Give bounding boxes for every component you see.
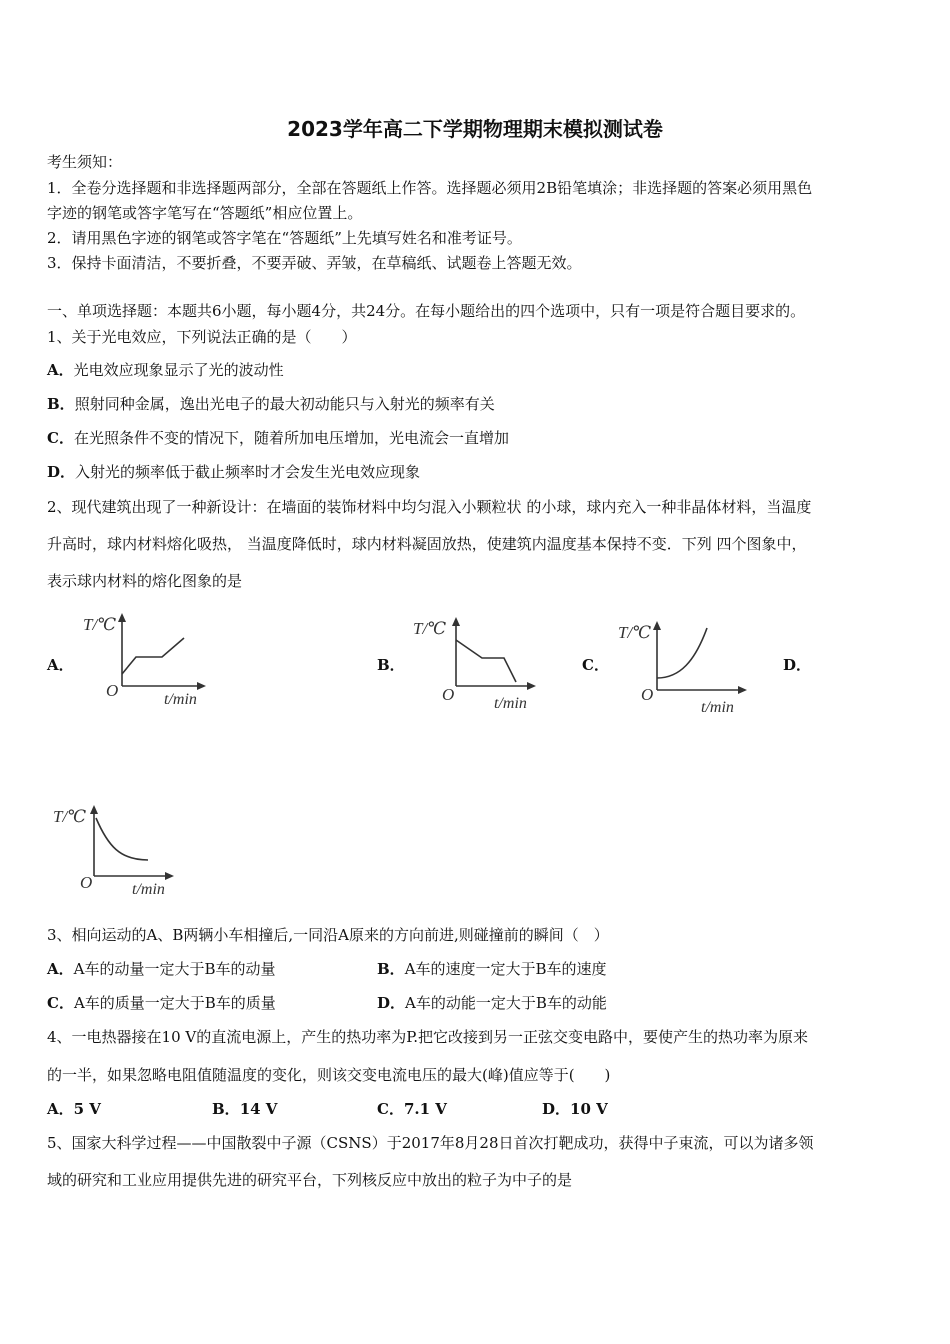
graph-b-curve [456, 640, 516, 682]
q3-option-d: D．A车的动能一定大于B车的动能 [377, 994, 607, 1012]
graph-d-y-arrow [90, 805, 98, 814]
graph-a-x-arrow [197, 682, 206, 690]
notice-heading: 考生须知： [47, 153, 123, 171]
question-2-line: 表示球内材料的熔化图象的是 [47, 572, 243, 590]
graph-b-y-arrow [452, 617, 460, 626]
q2-option-c-label: C． [582, 656, 609, 674]
graph-a-x-label: t/min [164, 691, 197, 708]
question-2-line: 升高时，球内材料熔化吸热， 当温度降低时，球内材料凝固放热，使建筑内温度基本保持不变．下列 四个图象中， [47, 535, 807, 553]
graph-c-y-arrow [653, 621, 661, 630]
q2-option-a-label: A． [47, 656, 74, 674]
graph-b-origin: O [442, 685, 455, 704]
graph-a-origin: O [106, 681, 119, 700]
q1-option-c: C．在光照条件不变的情况下，随着所加电压增加，光电流会一直增加 [47, 429, 509, 447]
question-1-stem: 1、关于光电效应，下列说法正确的是（ ） [47, 328, 357, 346]
graph-c-x-arrow [738, 686, 747, 694]
graph-d-x-label: t/min [132, 881, 165, 898]
graph-c-x-label: t/min [701, 699, 734, 716]
graph-b-x-label: t/min [494, 695, 527, 712]
graph-d-curve [96, 818, 148, 860]
graph-a-y-arrow [118, 613, 126, 622]
q3-option-a: A．A车的动量一定大于B车的动量 [47, 960, 276, 978]
graph-d [50, 798, 190, 903]
graph-d-x-arrow [165, 872, 174, 880]
q4-option-c: C．7.1 V [377, 1100, 447, 1118]
graph-a [80, 608, 220, 713]
graph-b-y-label: T/℃ [413, 619, 447, 638]
question-4-line: 4、一电热器接在10 V的直流电源上，产生的热功率为P.把它改接到另一正弦交变电路中，要使产生的热功率为原来 [47, 1028, 809, 1046]
q4-option-b: B．14 V [212, 1100, 278, 1118]
question-3-stem: 3、相向运动的A、B两辆小车相撞后,一同沿A原来的方向前进,则碰撞前的瞬间（ ） [47, 926, 609, 944]
question-5-line: 5、国家大科学过程——中国散裂中子源（CSNS）于2017年8月28日首次打靶成功，获得中子束流，可以为诸多领 [47, 1134, 814, 1152]
page-title: 2023学年高二下学期物理期末模拟测试卷 [287, 117, 663, 141]
notice-item: 1．全卷分选择题和非选择题两部分，全部在答题纸上作答。选择题必须用2B铅笔填涂；非选择题的答案必须用黑色 [47, 179, 813, 197]
graph-d-y-label: T/℃ [53, 807, 87, 826]
graph-c-y-label: T/℃ [618, 623, 652, 642]
graph-a-curve [122, 638, 184, 674]
graph-b [410, 612, 550, 717]
graph-c [615, 616, 755, 721]
q4-option-d: D．10 V [542, 1100, 608, 1118]
q1-option-d: D．入射光的频率低于截止频率时才会发生光电效应现象 [47, 463, 421, 481]
q2-option-d-label: D． [783, 656, 812, 674]
graph-c-curve [657, 628, 707, 678]
question-5-line: 域的研究和工业应用提供先进的研究平台，下列核反应中放出的粒子为中子的是 [47, 1171, 573, 1189]
notice-item: 2．请用黑色字迹的钢笔或答字笔在“答题纸”上先填写姓名和准考证号。 [47, 229, 522, 247]
q1-option-a: A．光电效应现象显示了光的波动性 [47, 361, 284, 379]
graph-b-x-arrow [527, 682, 536, 690]
notice-item: 字迹的钢笔或答字笔写在“答题纸”相应位置上。 [47, 204, 363, 222]
q3-option-c: C．A车的质量一定大于B车的质量 [47, 994, 276, 1012]
graph-d-origin: O [80, 873, 93, 892]
q3-option-b: B．A车的速度一定大于B车的速度 [377, 960, 607, 978]
q4-option-a: A．5 V [47, 1100, 101, 1118]
graph-a-y-label: T/℃ [83, 615, 117, 634]
q2-option-b-label: B． [377, 656, 405, 674]
q1-option-b: B．照射同种金属，逸出光电子的最大初动能只与入射光的频率有关 [47, 395, 495, 413]
notice-item: 3．保持卡面清洁，不要折叠，不要弄破、弄皱，在草稿纸、试题卷上答题无效。 [47, 254, 582, 272]
section-heading: 一、单项选择题：本题共6小题，每小题4分，共24分。在每小题给出的四个选项中，只有一项是符合题目要求的。 [47, 302, 806, 320]
graph-c-origin: O [641, 685, 654, 704]
question-2-line: 2、现代建筑出现了一种新设计：在墙面的装饰材料中均匀混入小颗粒状 的小球，球内充入一种非晶体材料，当温度 [47, 498, 812, 516]
question-4-line: 的一半，如果忽略电阻值随温度的变化，则该交变电流电压的最大(峰)值应等于( ) [47, 1066, 611, 1084]
